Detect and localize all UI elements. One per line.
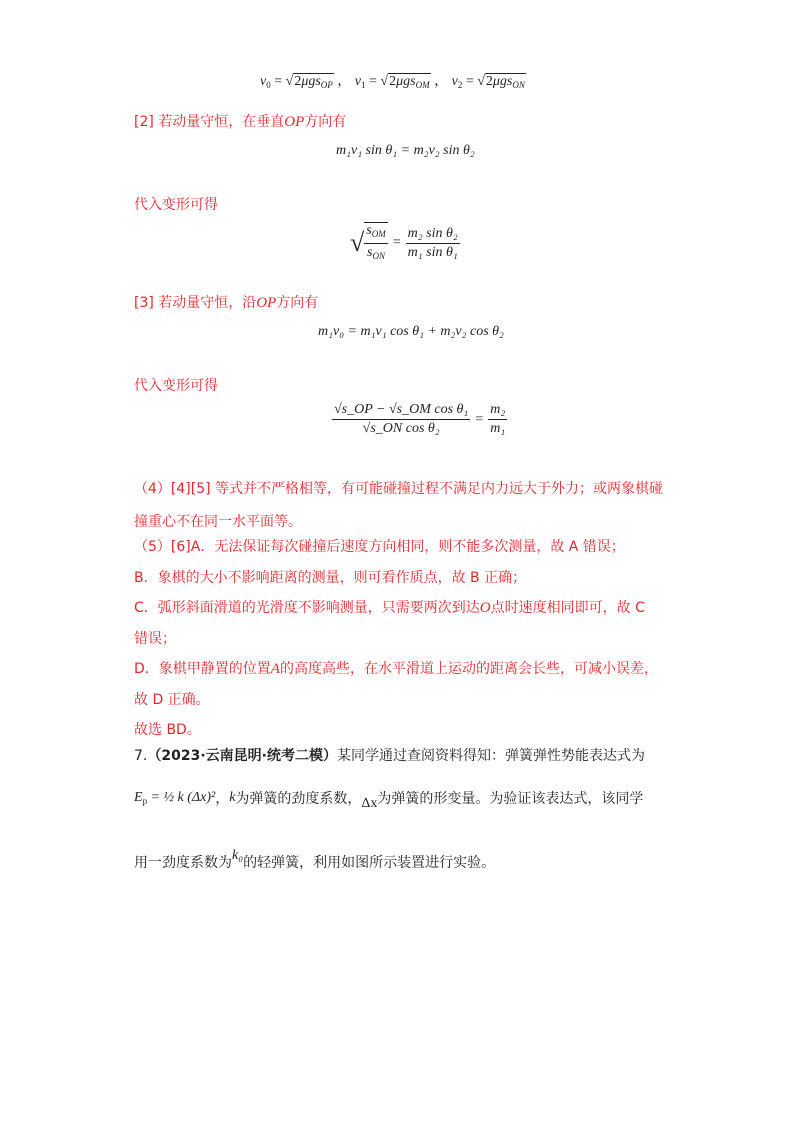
substitute-label-1: 代入变形可得 bbox=[134, 197, 218, 213]
answer-5-option-d-line-2: 故 D 正确。 bbox=[134, 691, 210, 708]
answer-5-option-c-line-1: C．弧形斜面滑道的光滑度不影响测量，只需要两次到达O点时速度相同即可，故 C bbox=[134, 600, 645, 616]
answer-4-line-2: 撞重心不在同一水平面等。 bbox=[134, 514, 302, 530]
v2-symbol: $v_2$ bbox=[451, 74, 463, 90]
ratio-equation: √ $\frac{s_{OM}}{s_{ON}}$ = $\frac{\text{m₂ sin θ₂}}{\text{m₁ sin θ₁}}$ bbox=[350, 222, 462, 264]
velocity-equations: $v_0 = √2\mu gs_{OP}$ ， $v_1 = √2\mu gs_{OM}$ ， $v_2 = √2\mu gs_{ON}$ bbox=[260, 70, 526, 93]
along-momentum-equation: m₁v₀ = m₁v₁ cos θ₁ + m₂v₂ cos θ₂ bbox=[318, 324, 504, 339]
answer-5-option-c-line-2: 错误； bbox=[134, 630, 176, 647]
question-7-line-3: 用一劲度系数为 k₀ 的轻弹簧，利用如图所示装置进行实验。 bbox=[134, 848, 496, 871]
answer-5-option-d-line-1: D．象棋甲静置的位置A的高度高些，在水平滑道上运动的距离会长些，可减小误差， bbox=[134, 661, 658, 677]
elastic-energy-formula: $E_p$ = ½ k (Δx)² bbox=[134, 790, 216, 806]
v0-symbol: $v_0$ bbox=[260, 74, 271, 90]
answer-4 bbox=[134, 473, 694, 539]
question-7-line-1: 7.（2023·云南昆明·统考二模）某同学通过查阅资料得知：弹簧弹性势能表达式为 bbox=[134, 748, 645, 764]
substitute-label-2: 代入变形可得 bbox=[134, 378, 218, 394]
v1-symbol: $v_1$ bbox=[354, 74, 366, 90]
step-3-text: [3] 若动量守恒，沿OP方向有 bbox=[134, 295, 319, 311]
question-7-line-2: $E_p$ = ½ k (Δx)² ， k 为弹簧的劲度系数， Δx 为弹簧的形变量。为验证该表达式，该同学 bbox=[134, 790, 644, 811]
answer-5-option-b: B．象棋的大小不影响距离的测量，则可看作质点，故 B 正确； bbox=[134, 569, 527, 586]
answer-4-line-1: （4）[4][5] 等式并不严格相等，有可能碰撞过程不满足内力远大于外力；或两象棋碰 bbox=[134, 481, 664, 497]
answer-5 bbox=[134, 532, 704, 746]
answer-5-choice: 故选 BD。 bbox=[134, 722, 201, 738]
answer-5-option-a: （5）[6]A．无法保证每次碰撞后速度方向相同，则不能多次测量，故 A 错误； bbox=[134, 539, 625, 555]
step-2-text: [2] 若动量守恒，在垂直OP方向有 bbox=[134, 114, 347, 130]
perpendicular-momentum-equation: m₁v₁ sin θ₁ = m₂v₂ sin θ₂ bbox=[336, 143, 475, 158]
final-equation: $\frac{\text{√s\_OP − √s\_OM cos θ₁}}{\text{√s\_ON cos θ₂}}$ = $\frac{\text{m₂}}{\text{m₁}}$ bbox=[334, 402, 506, 436]
